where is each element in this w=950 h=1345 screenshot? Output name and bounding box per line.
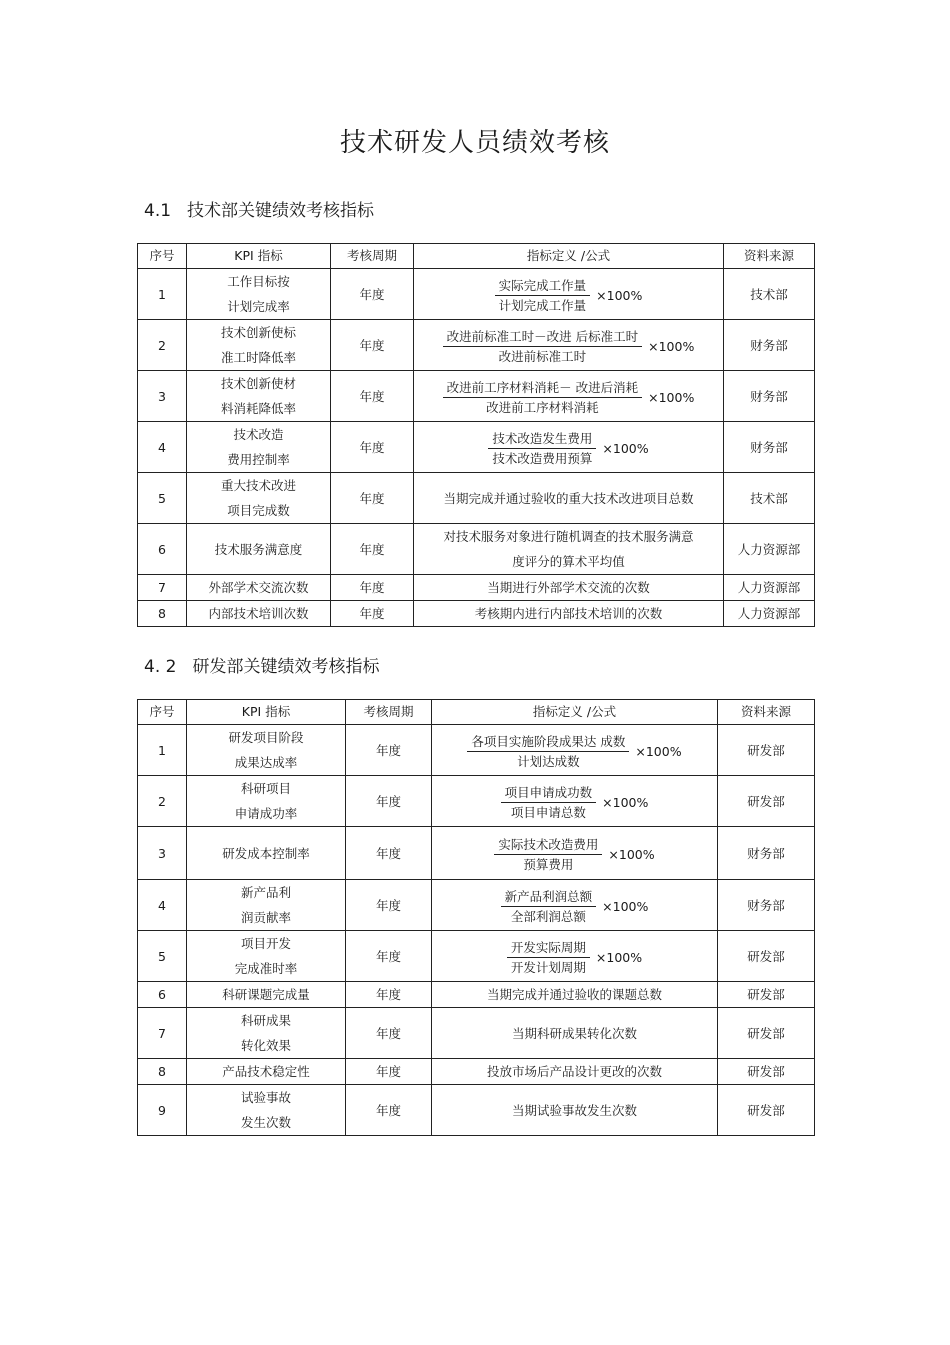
- formula: [507, 938, 642, 977]
- header-definition: 指标定义 /公式: [414, 244, 724, 269]
- cell-source: 研发部: [718, 776, 815, 827]
- kpi-name-line: 研发项目阶段: [228, 730, 304, 745]
- definition-line: 当期科研成果转化次数: [511, 1025, 637, 1041]
- cell-no: 8: [138, 1059, 187, 1085]
- kpi-name-line: 技术服务满意度: [214, 541, 303, 557]
- header-kpi: KPI 指标: [187, 700, 346, 725]
- table-row: [138, 422, 815, 473]
- formula-multiplier: ×100%: [608, 847, 655, 862]
- cell-period: 年度: [346, 827, 432, 880]
- formula-multiplier: ×100%: [596, 288, 643, 303]
- cell-definition: [432, 1059, 718, 1085]
- table-header-row: [138, 700, 815, 725]
- cell-definition: [414, 320, 724, 371]
- definition-line: 度评分的算术平均值: [512, 554, 625, 569]
- header-period: 考核周期: [346, 700, 432, 725]
- cell-kpi: [187, 371, 331, 422]
- cell-period: 年度: [331, 371, 414, 422]
- cell-kpi: [187, 422, 331, 473]
- kpi-name-line: 试验事故: [240, 1090, 291, 1105]
- cell-definition: [414, 601, 724, 627]
- formula-denominator: 改进前工序材料消耗: [486, 400, 599, 415]
- cell-period: 年度: [346, 982, 432, 1008]
- fraction: [501, 887, 597, 926]
- formula-denominator: 计划完成工作量: [498, 298, 587, 313]
- table-header-row: [138, 244, 815, 269]
- table-row: [138, 1059, 815, 1085]
- table-row: [138, 320, 815, 371]
- header-period: 考核周期: [331, 244, 414, 269]
- cell-definition: [432, 725, 718, 776]
- cell-source: 财务部: [718, 880, 815, 931]
- cell-period: 年度: [331, 473, 414, 524]
- cell-kpi: [187, 575, 331, 601]
- cell-source: 研发部: [718, 931, 815, 982]
- cell-source: 技术部: [724, 269, 815, 320]
- cell-source: 人力资源部: [724, 601, 815, 627]
- cell-period: 年度: [331, 422, 414, 473]
- formula-numerator: 新产品利润总额: [501, 887, 597, 907]
- kpi-name-line: 技术改造: [233, 427, 284, 442]
- cell-definition: [414, 575, 724, 601]
- cell-period: 年度: [331, 269, 414, 320]
- formula-denominator: 开发计划周期: [510, 960, 586, 975]
- table-row: [138, 473, 815, 524]
- formula-multiplier: ×100%: [648, 390, 695, 405]
- kpi-name-line: 外部学术交流次数: [208, 580, 309, 595]
- cell-period: 年度: [346, 880, 432, 931]
- cell-kpi: [187, 776, 346, 827]
- formula: [443, 327, 695, 366]
- formula: [495, 276, 643, 315]
- cell-no: 7: [138, 575, 187, 601]
- table-row: [138, 982, 815, 1008]
- cell-source: 财务部: [718, 827, 815, 880]
- cell-kpi: [187, 880, 346, 931]
- cell-no: 2: [138, 776, 187, 827]
- cell-definition: [414, 269, 724, 320]
- cell-definition: [432, 982, 718, 1008]
- cell-no: 6: [138, 524, 187, 575]
- formula: [467, 732, 681, 771]
- formula-multiplier: ×100%: [648, 339, 695, 354]
- kpi-table-tech: [137, 243, 815, 627]
- cell-source: 财务部: [724, 371, 815, 422]
- cell-period: 年度: [346, 1008, 432, 1059]
- kpi-name-line: 准工时降低率: [220, 350, 296, 365]
- fraction: [488, 429, 596, 468]
- cell-kpi: [187, 982, 346, 1008]
- formula-numerator: 改进前标准工时－改进 后标准工时: [443, 327, 642, 347]
- cell-period: 年度: [346, 1085, 432, 1136]
- table-row: [138, 371, 815, 422]
- fraction: [495, 276, 591, 315]
- table-row: [138, 1008, 815, 1059]
- kpi-name-line: 润贡献率: [240, 910, 291, 925]
- definition-line: 对技术服务对象进行随机调查的技术服务满意: [443, 529, 694, 544]
- cell-definition: [414, 473, 724, 524]
- kpi-name-line: 产品技术稳定性: [222, 1064, 310, 1079]
- document-title: 技术研发人员绩效考核: [339, 128, 610, 158]
- header-no: 序号: [138, 700, 187, 725]
- kpi-name-line: 工作目标按: [227, 274, 290, 289]
- cell-no: 1: [138, 725, 187, 776]
- fraction: [467, 732, 629, 771]
- table-row: [138, 827, 815, 880]
- definition-line: 当期试验事故发生次数: [511, 1102, 637, 1118]
- header-source: 资料来源: [724, 244, 815, 269]
- cell-kpi: [187, 1085, 346, 1136]
- cell-no: 5: [138, 931, 187, 982]
- formula-multiplier: ×100%: [602, 795, 649, 810]
- formula: [501, 887, 649, 926]
- cell-kpi: [187, 473, 331, 524]
- cell-no: 3: [138, 371, 187, 422]
- kpi-name-line: 重大技术改进: [220, 478, 296, 493]
- cell-period: 年度: [346, 1059, 432, 1085]
- cell-period: 年度: [331, 524, 414, 575]
- formula-multiplier: ×100%: [595, 950, 643, 965]
- cell-period: 年度: [346, 931, 432, 982]
- cell-kpi: [187, 524, 331, 575]
- section-title-tech: [144, 196, 374, 221]
- formula-numerator: 改进前工序材料消耗－ 改进后消耗: [443, 378, 642, 398]
- definition-line: 当期进行外部学术交流的次数: [487, 580, 650, 595]
- formula-denominator: 技术改造费用预算: [492, 451, 593, 466]
- header-source: 资料来源: [718, 700, 815, 725]
- section-title-rnd: [144, 652, 379, 677]
- definition-line: 投放市场后产品设计更改的次数: [486, 1064, 662, 1079]
- fraction: [501, 783, 597, 822]
- cell-period: 年度: [331, 601, 414, 627]
- cell-source: 研发部: [718, 1008, 815, 1059]
- formula-denominator: 项目申请总数: [510, 805, 586, 820]
- kpi-table-rnd: [137, 699, 815, 1136]
- cell-definition: [414, 422, 724, 473]
- table-row: [138, 1085, 815, 1136]
- kpi-name-line: 申请成功率: [234, 806, 298, 821]
- table-row: [138, 931, 815, 982]
- formula-denominator: 全部利润总额: [510, 909, 586, 924]
- cell-definition: [414, 371, 724, 422]
- header-definition: 指标定义 /公式: [432, 700, 718, 725]
- cell-no: 9: [138, 1085, 187, 1136]
- kpi-name-line: 成果达成率: [234, 755, 298, 770]
- cell-source: 研发部: [718, 1085, 815, 1136]
- formula-numerator: 项目申请成功数: [501, 783, 597, 803]
- cell-no: 5: [138, 473, 187, 524]
- kpi-name-line: 研发成本控制率: [222, 845, 310, 861]
- cell-no: 7: [138, 1008, 187, 1059]
- cell-kpi: [187, 1059, 346, 1085]
- cell-period: 年度: [346, 725, 432, 776]
- cell-source: 技术部: [724, 473, 815, 524]
- cell-definition: [432, 931, 718, 982]
- formula-numerator: 实际技术改造费用: [494, 835, 602, 855]
- cell-definition: [432, 776, 718, 827]
- kpi-name-line: 内部技术培训次数: [208, 606, 309, 621]
- kpi-name-line: 项目开发: [240, 936, 291, 951]
- formula: [494, 835, 654, 874]
- formula: [488, 429, 648, 468]
- cell-source: 研发部: [718, 725, 815, 776]
- kpi-name-line: 技术创新使标: [220, 325, 296, 340]
- section-number: 4.1: [144, 201, 172, 221]
- cell-source: 研发部: [718, 982, 815, 1008]
- cell-definition: [432, 1085, 718, 1136]
- cell-definition: [414, 524, 724, 575]
- cell-kpi: [187, 320, 331, 371]
- formula-multiplier: ×100%: [602, 441, 649, 456]
- formula-multiplier: ×100%: [635, 744, 682, 759]
- kpi-name-line: 科研项目: [240, 781, 291, 796]
- fraction: [443, 378, 642, 417]
- table-row: [138, 575, 815, 601]
- cell-definition: [432, 1008, 718, 1059]
- section-heading: 技术部关键绩效考核指标: [187, 201, 375, 221]
- cell-kpi: [187, 827, 346, 880]
- kpi-name-line: 新产品利: [240, 885, 291, 900]
- kpi-name-line: 项目完成数: [227, 503, 290, 518]
- kpi-name-line: 科研成果: [240, 1013, 291, 1028]
- cell-source: 研发部: [718, 1059, 815, 1085]
- formula-numerator: 技术改造发生费用: [488, 429, 596, 449]
- cell-definition: [432, 880, 718, 931]
- formula: [501, 783, 649, 822]
- section-number: 4. 2: [144, 657, 177, 677]
- kpi-name-line: 料消耗降低率: [220, 401, 296, 416]
- cell-source: 人力资源部: [724, 575, 815, 601]
- cell-kpi: [187, 601, 331, 627]
- cell-period: 年度: [331, 320, 414, 371]
- header-no: 序号: [138, 244, 187, 269]
- cell-no: 3: [138, 827, 187, 880]
- section-heading: 研发部关键绩效考核指标: [192, 657, 380, 677]
- kpi-name-line: 技术创新使材: [220, 376, 296, 391]
- cell-no: 4: [138, 422, 187, 473]
- kpi-name-line: 发生次数: [240, 1115, 291, 1130]
- cell-no: 8: [138, 601, 187, 627]
- table-row: [138, 601, 815, 627]
- cell-no: 4: [138, 880, 187, 931]
- formula-numerator: 开发实际周期: [507, 938, 590, 958]
- kpi-name-line: 科研课题完成量: [222, 987, 310, 1002]
- table-row: [138, 269, 815, 320]
- fraction: [443, 327, 642, 366]
- definition-line: 当期完成并通过验收的重大技术改进项目总数: [443, 490, 694, 506]
- formula-denominator: 计划达成数: [517, 754, 580, 769]
- cell-no: 2: [138, 320, 187, 371]
- formula-denominator: 预算费用: [523, 857, 574, 872]
- formula-denominator: 改进前标准工时: [498, 349, 587, 364]
- cell-kpi: [187, 1008, 346, 1059]
- cell-period: 年度: [331, 575, 414, 601]
- cell-source: 财务部: [724, 422, 815, 473]
- fraction: [494, 835, 602, 874]
- cell-no: 1: [138, 269, 187, 320]
- table-row: [138, 880, 815, 931]
- cell-definition: [432, 827, 718, 880]
- definition-line: 考核期内进行内部技术培训的次数: [474, 606, 663, 621]
- table-row: [138, 776, 815, 827]
- cell-no: 6: [138, 982, 187, 1008]
- kpi-name-line: 费用控制率: [227, 452, 290, 467]
- cell-period: 年度: [346, 776, 432, 827]
- formula: [443, 378, 695, 417]
- formula-multiplier: ×100%: [602, 899, 649, 914]
- formula-numerator: 各项目实施阶段成果达 成数: [467, 732, 629, 752]
- formula-numerator: 实际完成工作量: [495, 276, 591, 296]
- header-kpi: KPI 指标: [187, 244, 331, 269]
- table-row: [138, 524, 815, 575]
- definition-line: 当期完成并通过验收的课题总数: [486, 987, 662, 1002]
- cell-kpi: [187, 269, 331, 320]
- cell-kpi: [187, 725, 346, 776]
- cell-kpi: [187, 931, 346, 982]
- cell-source: 人力资源部: [724, 524, 815, 575]
- table-row: [138, 725, 815, 776]
- kpi-name-line: 计划完成率: [227, 299, 290, 314]
- cell-source: 财务部: [724, 320, 815, 371]
- kpi-name-line: 转化效果: [240, 1038, 291, 1053]
- kpi-name-line: 完成准时率: [234, 961, 298, 976]
- fraction: [507, 938, 590, 977]
